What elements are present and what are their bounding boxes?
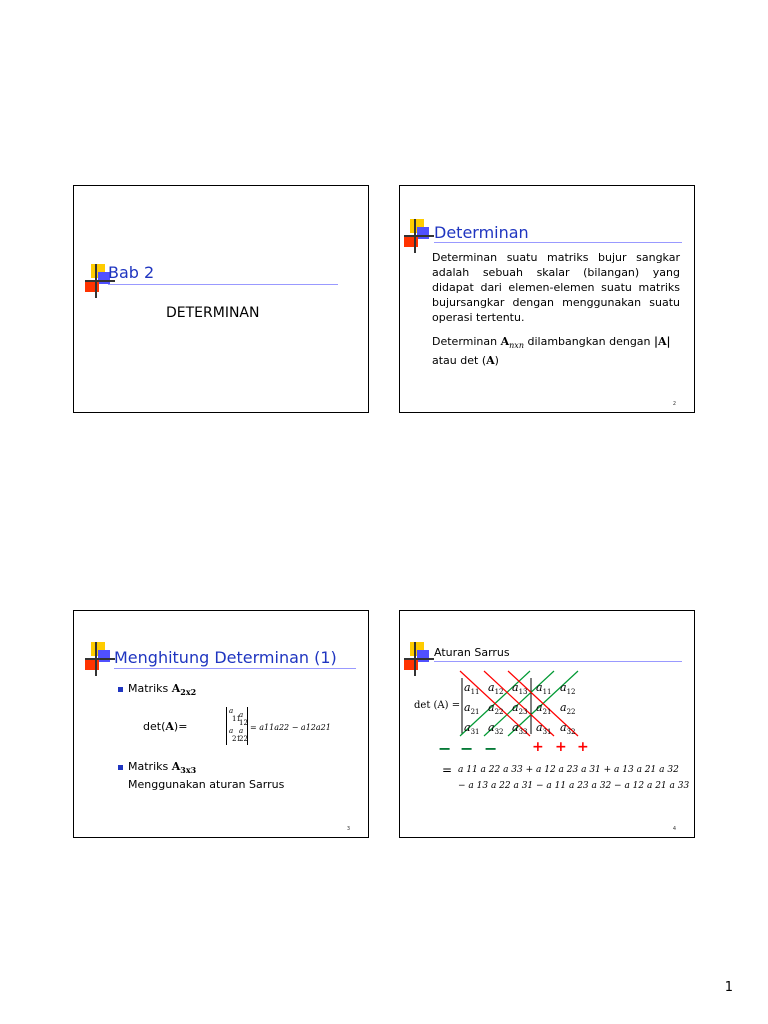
text: Matriks (128, 682, 172, 695)
matrix-element: $a_{32}$ (488, 721, 504, 737)
slide-4 (399, 610, 695, 838)
sarrus-note: Menggunakan aturan Sarrus (128, 778, 285, 791)
matrix-element: $a_{21}$ (536, 701, 552, 717)
matrix-element: a 21 (229, 727, 241, 743)
minus-sign: − (438, 739, 452, 758)
slide-3 (73, 610, 369, 838)
matrix-symbol: A (165, 720, 174, 733)
matrix-symbol: A (171, 682, 181, 695)
det-label (143, 719, 187, 734)
matrix-element: $a_{11}$ (536, 681, 552, 697)
matrix-size: 2x2 (180, 687, 197, 698)
bullet-decoration-icon (85, 642, 115, 676)
det-formula: = a11a22 − a12a21 (250, 723, 331, 732)
definition-paragraph: Determinan suatu matriks bujur sangkar adalah sebuah skalar (bilangan) yang didapat dari elemen-elemen suatu matriks bujursangkar dengan menggunakan suatu operasi tertentu. (432, 251, 680, 324)
bullet-decoration-icon (404, 219, 434, 253)
matrix-size: nxn (509, 341, 524, 351)
text: )= (173, 720, 188, 733)
det-bar-left (226, 707, 227, 745)
text: det( (143, 720, 166, 733)
slide-title: Determinan (434, 223, 529, 242)
matrix-element: $a_{32}$ (560, 721, 576, 737)
plus-sign: + (532, 739, 544, 755)
bullet-matrix-2x2 (118, 681, 196, 700)
matrix-element: $a_{22}$ (488, 701, 504, 717)
minus-sign: − (460, 739, 474, 758)
matrix-element: $a_{12}$ (488, 681, 504, 697)
equals-sign: = (442, 763, 453, 777)
bullet-icon (118, 765, 123, 770)
text: ) (494, 354, 499, 368)
title-underline (114, 668, 356, 669)
matrix-element: $a_{12}$ (560, 681, 576, 697)
page-number: 1 (724, 980, 733, 995)
minus-sign: − (484, 739, 498, 758)
text: atau det ( (432, 354, 487, 368)
matrix-element: $a_{13}$ (512, 681, 528, 697)
matrix-element: a 12 (239, 711, 248, 727)
det-label: det (A) = (414, 700, 461, 711)
plus-sign: + (555, 739, 567, 755)
slide-title: Aturan Sarrus (434, 646, 510, 659)
title-underline (434, 242, 682, 243)
slide-1 (73, 185, 369, 413)
expansion-line-2: − a 13 a 22 a 31 − a 11 a 23 a 32 − a 12 a 21 a 33 (458, 781, 690, 791)
matrix-element: $a_{31}$ (536, 721, 552, 737)
slide-2 (399, 185, 695, 413)
abs-symbol: |A| (654, 335, 671, 348)
matrix-element: $a_{31}$ (464, 721, 480, 737)
bullet-icon (118, 687, 123, 692)
matrix-symbol: A (486, 354, 495, 368)
slide-number: 3 (346, 826, 350, 832)
plus-sign: + (577, 739, 589, 755)
matrix-element: $a_{23}$ (512, 701, 528, 717)
slide-number: 2 (672, 401, 676, 407)
text: Matriks (128, 760, 172, 773)
title-underline (108, 284, 338, 285)
matrix-element: $a_{33}$ (512, 721, 528, 737)
matrix-element: a 22 (239, 727, 248, 743)
slide-number: 4 (672, 826, 676, 832)
expansion-line-1: a 11 a 22 a 33 + a 12 a 23 a 31 + a 13 a 21 a 32 (458, 765, 679, 775)
slide-title: Bab 2 (108, 263, 155, 282)
matrix-element: $a_{21}$ (464, 701, 480, 717)
text: Determinan (432, 335, 501, 348)
matrix-element: $a_{22}$ (560, 701, 576, 717)
text: dilambangkan dengan (523, 335, 655, 348)
matrix-symbol: A (171, 760, 181, 773)
slide-subtitle: DETERMINAN (166, 305, 260, 321)
bullet-matrix-3x3 (118, 759, 196, 778)
matrix-element: $a_{11}$ (464, 681, 480, 697)
matrix-element: a 11 (229, 707, 241, 723)
slide-title: Menghitung Determinan (1) (114, 648, 337, 667)
notation-paragraph (432, 334, 688, 368)
matrix-size: 3x3 (180, 765, 197, 776)
matrix-symbol: A (500, 335, 510, 348)
